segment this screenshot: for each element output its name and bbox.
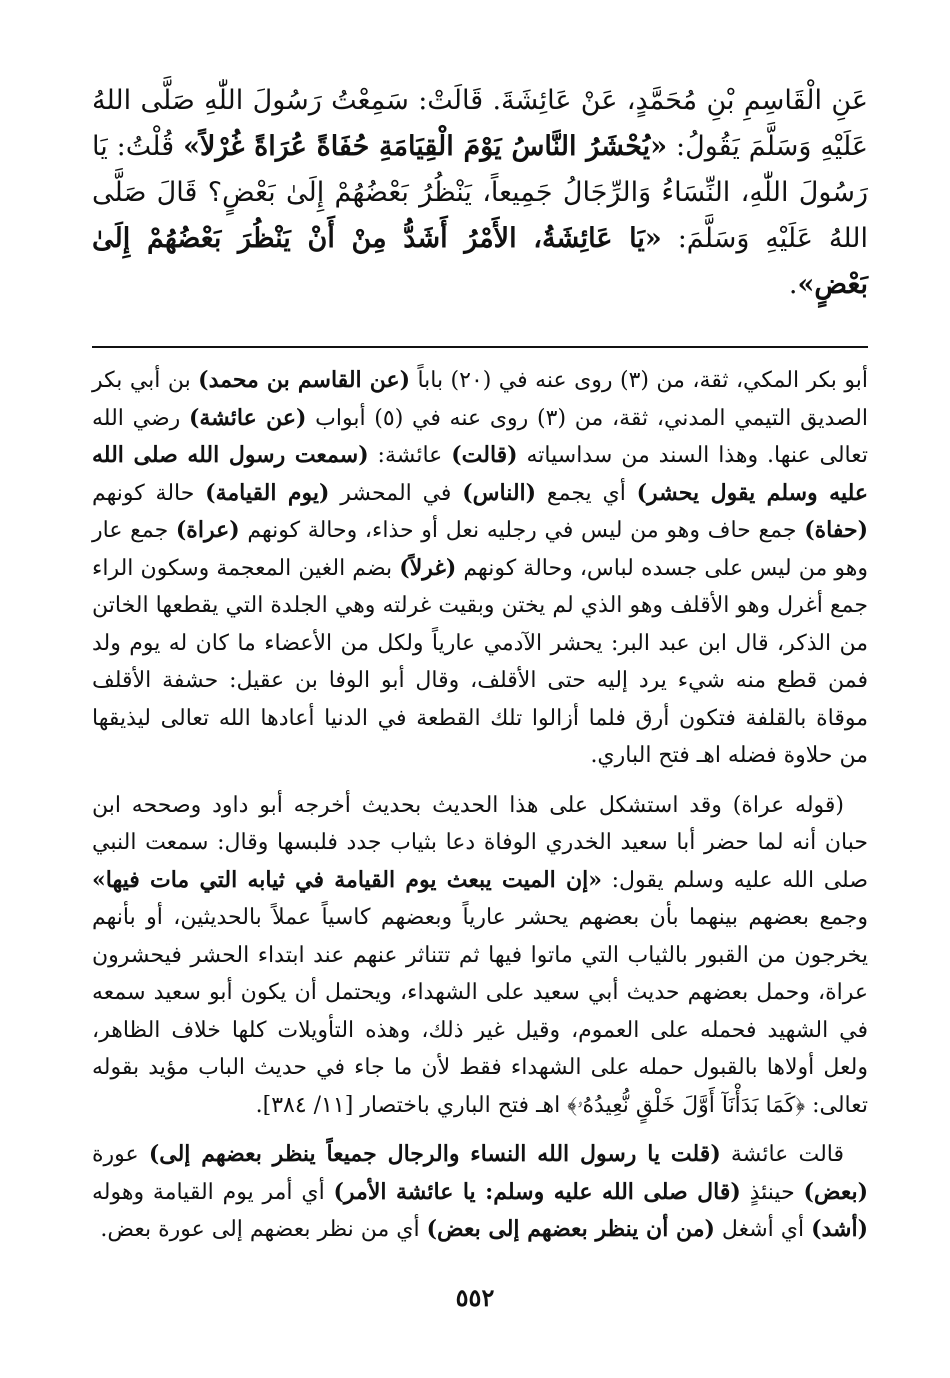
text-span: أي أمر يوم القيامة وهوله — [92, 1179, 334, 1205]
text-span: عورة — [92, 1142, 149, 1167]
bold-span: (حفاة) — [804, 517, 868, 543]
text-span: جمع حاف وهو من ليس في رجليه نعل أو حذاء، وحالة كونهم — [239, 518, 805, 543]
text-span: رضي الله تعالى عنها. وهذا السند من سداسياته — [92, 405, 868, 468]
bold-span: (أشد) — [811, 1216, 868, 1242]
bold-span: (من أن ينظر بعضهم إلى بعض) — [426, 1216, 715, 1242]
text-span: حالة كونهم — [92, 480, 206, 506]
bold-span: «إن الميت يبعث يوم القيامة في ثيابه التي مات فيها» — [92, 866, 603, 893]
text-span: أي من نظر بعضهم إلى عورة بعض. — [100, 1217, 427, 1242]
text-span: بن أبي بكر الصديق التيمي المدني، ثقة، من (٣) روى عنه في (٥) أبواب — [92, 368, 868, 431]
hadith-end: . — [788, 269, 798, 300]
bold-span: (يوم القيامة) — [205, 479, 330, 506]
quran-quote: ﴿كَمَا بَدَأْنَآ أَوَّلَ خَلْقٍ نُّعِيدُهُۥ﴾ — [567, 1092, 806, 1118]
bold-span: (قال صلى الله عليه وسلم: يا عائشة الأمر) — [333, 1178, 741, 1205]
commentary — [92, 362, 868, 1249]
book-page — [92, 78, 868, 1249]
hadith-text — [92, 78, 868, 308]
hadith-question: قُلْتُ: يَا رَسُولَ اللّٰهِ، النِّسَاءُ وَالرِّجَالُ جَمِيعاً، يَنْظُرُ بَعْضُهُمْ إِلَىٰ بَعْضٍ؟ قَالَ صَلَّى اللهُ عَلَيْهِ وَسَلَّمَ: — [92, 131, 868, 254]
commentary-paragraph-1 — [92, 362, 868, 775]
commentary-paragraph-2 — [92, 787, 868, 1125]
bold-span: (عن عائشة) — [188, 404, 307, 431]
commentary-paragraph-3 — [92, 1136, 868, 1249]
bold-span: (قالت) — [451, 442, 518, 468]
text-span: أي أشغل — [714, 1217, 812, 1242]
text-span: اهـ فتح الباري باختصار [١١/ ٣٨٤]. — [255, 1092, 568, 1118]
bold-span: (قلت يا رسول الله النساء والرجال جميعاً ينظر بعضهم إلى) — [148, 1141, 721, 1167]
hadith-quote-1: «يُحْشَرُ النَّاسُ يَوْمَ الْقِيَامَةِ حُفَاةً عُرَاةً غُرْلاً» — [183, 131, 668, 162]
text-span: حينئذٍ — [740, 1179, 804, 1205]
bold-span: (غرلاً) — [399, 554, 457, 581]
text-span: في المحشر — [329, 480, 463, 506]
text-span: قالت عائشة — [720, 1142, 845, 1167]
text-span: (قوله عراة) وقد استشكل على هذا الحديث بحديث أخرجه أبو داود وصححه ابن حبان أنه لما حضر أبا سعيد الخدري الوفاة دعا بثياب جدد فلبسها وقال: سمعت النبي صلى الله عليه وسلم يقول: — [92, 792, 869, 893]
hadith-isnad: عَنِ الْقَاسِمِ بْنِ مُحَمَّدٍ، عَنْ عَائِشَةَ. قَالَتْ: سَمِعْتُ رَسُولَ اللّٰهِ صَلَّى اللهُ عَلَيْهِ وَسَلَّمَ يَقُولُ: — [92, 85, 868, 162]
text-span: أبو بكر المكي، ثقة، من (٣) روى عنه في (٢٠) باباً — [410, 368, 868, 393]
text-span: جمع عار وهو من ليس على جسده لباس، وحالة كونهم — [92, 518, 868, 581]
bold-span: (عراة) — [175, 517, 240, 543]
bold-span: (عن القاسم بن محمد) — [198, 367, 411, 393]
hadith-quote-2: «يَا عَائِشَةُ، الأَمْرُ أَشَدُّ مِنْ أَنْ يَنْظُرَ بَعْضُهُمْ إِلَىٰ بَعْضٍ» — [92, 223, 868, 300]
footnote-divider — [92, 346, 868, 348]
page-number: ٥٥٢ — [455, 1283, 495, 1312]
text-span: وجمع بعضهم بينهما بأن بعضهم يحشر عارياً وبعضهم كاسياً عملاً بالحديثين، أو بأنهم يخرجون من القبور بالثياب التي ماتوا فيها ثم تتناثر عنهم عند ابتداء الحشر فيحشرون عراة، وحمل بعضهم حديث أبي سعيد على الشهداء، ويحتمل أن يكون أبو سعيد سمعه في الشهيد فحمله على العموم، وقيل غير ذلك، وهذه التأويلات كلها خلاف الظاهر، ولعل أولاها بالقبول حمله على الشهداء فقط لأن ما جاء في حديث الباب مؤيد بقوله تعالى: — [92, 905, 868, 1118]
text-span: أي يجمع — [536, 480, 637, 506]
text-span: عائشة: — [368, 443, 452, 468]
text-span: بضم الغين المعجمة وسكون الراء جمع أغرل وهو الأقلف وهو الذي لم يختن وبقيت غرلته وهي الجلدة التي يقطعها الخاتن من الذكر، قال ابن عبد البر: يحشر الآدمي عارياً ولكل من الأعضاء ما كان له يوم ولد فمن قطع منه شيء يرد إليه حتى الأقلف، وقال أبو الوفا بن عقيل: حشفة الأقلف موقاة بالقلفة فتكون أرق فلما أزالوا تلك القطعة في الدنيا أعادها الله تعالى ليذيقها من حلاوة فضله اهـ فتح الباري. — [92, 555, 868, 768]
bold-span: (بعض) — [803, 1178, 868, 1205]
bold-span: (سمعت رسول الله صلى الله عليه وسلم يقول يحشر) — [92, 442, 868, 506]
bold-span: (الناس) — [462, 479, 537, 506]
